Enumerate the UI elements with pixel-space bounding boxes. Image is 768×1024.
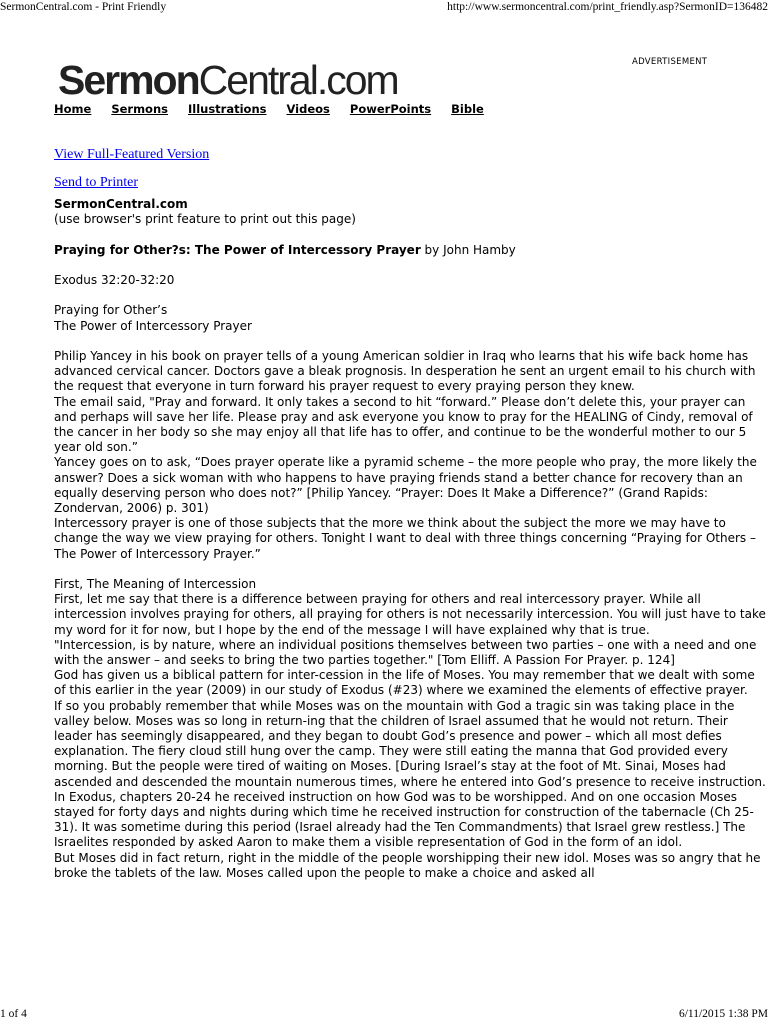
site-logo[interactable] [58,56,398,104]
send-to-printer-link[interactable]: Send to Printer [54,175,138,190]
main-nav [54,102,504,116]
sermon-content [54,197,766,881]
print-header [0,1,768,15]
scripture-reference: Exodus 32:20-32:20 [54,272,175,287]
section-heading: First, The Meaning of Intercession [54,577,257,591]
sermon-title-line [54,243,766,258]
logo-bold-text: Sermon [58,57,199,103]
nav-illustrations-link[interactable]: Illustrations [187,102,267,116]
advertisement-label: ADVERTISEMENT [632,57,708,67]
nav-sermons-link[interactable]: Sermons [111,102,168,116]
print-timestamp: 6/11/2015 1:38 PM [678,1008,768,1020]
print-header-url: http://www.sermoncentral.com/print_friendly.asp?SermonID=136482 [447,1,768,13]
nav-home-link[interactable]: Home [54,102,92,116]
nav-powerpoints-link[interactable]: PowerPoints [349,102,432,116]
paragraph: God has given us a biblical pattern for inter-cession in the life of Moses. You may remember that we dealt with some of this earlier in the year (2009) in our study of Exodus (#23) where we examined the elements of effective prayer. [54,668,755,698]
paragraph: Intercessory prayer is one of those subjects that the more we think about the subject the more we may have to change the way we view praying for others. Tonight I want to deal with three things concerning “Praying for Others – The Power of Intercessory Prayer.” [54,516,756,561]
print-note: (use browser's print feature to print out this page) [54,212,356,227]
nav-bible-link[interactable]: Bible [451,102,484,116]
print-footer [0,1008,768,1022]
site-name: SermonCentral.com [54,197,188,211]
view-full-version-link[interactable]: View Full-Featured Version [54,147,210,162]
paragraph: But Moses did in fact return, right in the middle of the people worshipping their new idol. Moses was so angry that he broke the tablets of the law. Moses called upon the people to make a choice and asked all [54,850,761,880]
paragraph: First, let me say that there is a difference between praying for others and real intercessory prayer. While all intercession involves praying for others, all praying for others is not necessarily intercession. You will just have to take my word for it for now, but I hope by the end of the message I will have explained why that is true. [54,592,766,637]
sermon-heading: Praying for Other’s [54,303,168,318]
paragraph: Yancey goes on to ask, “Does prayer operate like a pyramid scheme – the more people who pray, the more likely the answer? Does a sick woman with who happens to have praying friends stand a better chance for recovery than an equally deserving person who does not?” [Philip Yancey. “Prayer: Does It Make a Difference?” (Grand Rapids: Zondervan, 2006) p. 301) [54,455,757,515]
paragraph: "Intercession, is by nature, where an individual positions themselves between two parties – one with a need and one with the answer – and seeks to bring the two parties together." [Tom Elliff. A Passion For Prayer. p. 124] [54,637,757,668]
paragraph: If so you probably remember that while Moses was on the mountain with God a tragic sin was taking place in the valley below. Moses was so long in return-ing that the children of Israel assumed that he would not return. Their leader has seemingly disappeared, and they began to doubt God’s presence and power – which all most defies explanation. The fiery cloud still hung over the camp. They were still eating the manna that God provided every morning. But the people were tired of waiting on Moses. [During Israel’s stay at the foot of Mt. Sinai, Moses had ascended and descended the mountain numerous times, where he entered into God’s presence to receive instruction. In Exodus, chapters 20-24 he received instruction on how God was to be worshipped. And on one occasion Moses stayed for forty days and nights during which time he received instruction for construction of the tabernacle (Ch 25-31). It was sometime during this period (Israel already had the Ten Commandments) that Israel grew restless.] The Israelites responded by asked Aaron to make them a visible representation of God in the form of an idol. [54,698,766,850]
paragraph: Philip Yancey in his book on prayer tells of a young American soldier in Iraq who learns that his wife back home has advanced cervical cancer. Doctors gave a bleak prognosis. In desperation he sent an urgent email to his church with the request that everyone in turn forward his prayer request to every praying person they knew. [54,348,756,394]
print-header-title: SermonCentral.com - Print Friendly [0,1,167,13]
logo-regular-text: Central.com [198,57,398,103]
nav-videos-link[interactable]: Videos [286,102,330,116]
paragraph: The email said, "Pray and forward. It only takes a second to hit “forward.” Please don’t delete this, your prayer can and perhaps will save her life. Please pray and ask everyone you know to pray for the HEALING of Cindy, removal of the cancer in her body so she may enjoy all that life has to offer, and continue to be the wonderful mother to our 5 year old son.” [54,394,753,455]
sermon-author: by John Hamby [420,242,516,257]
sermon-title: Praying for Other?s: The Power of Intercessory Prayer [54,242,421,257]
sermon-subheading: The Power of Intercessory Prayer [54,318,252,333]
page-count: 1 of 4 [0,1008,27,1020]
